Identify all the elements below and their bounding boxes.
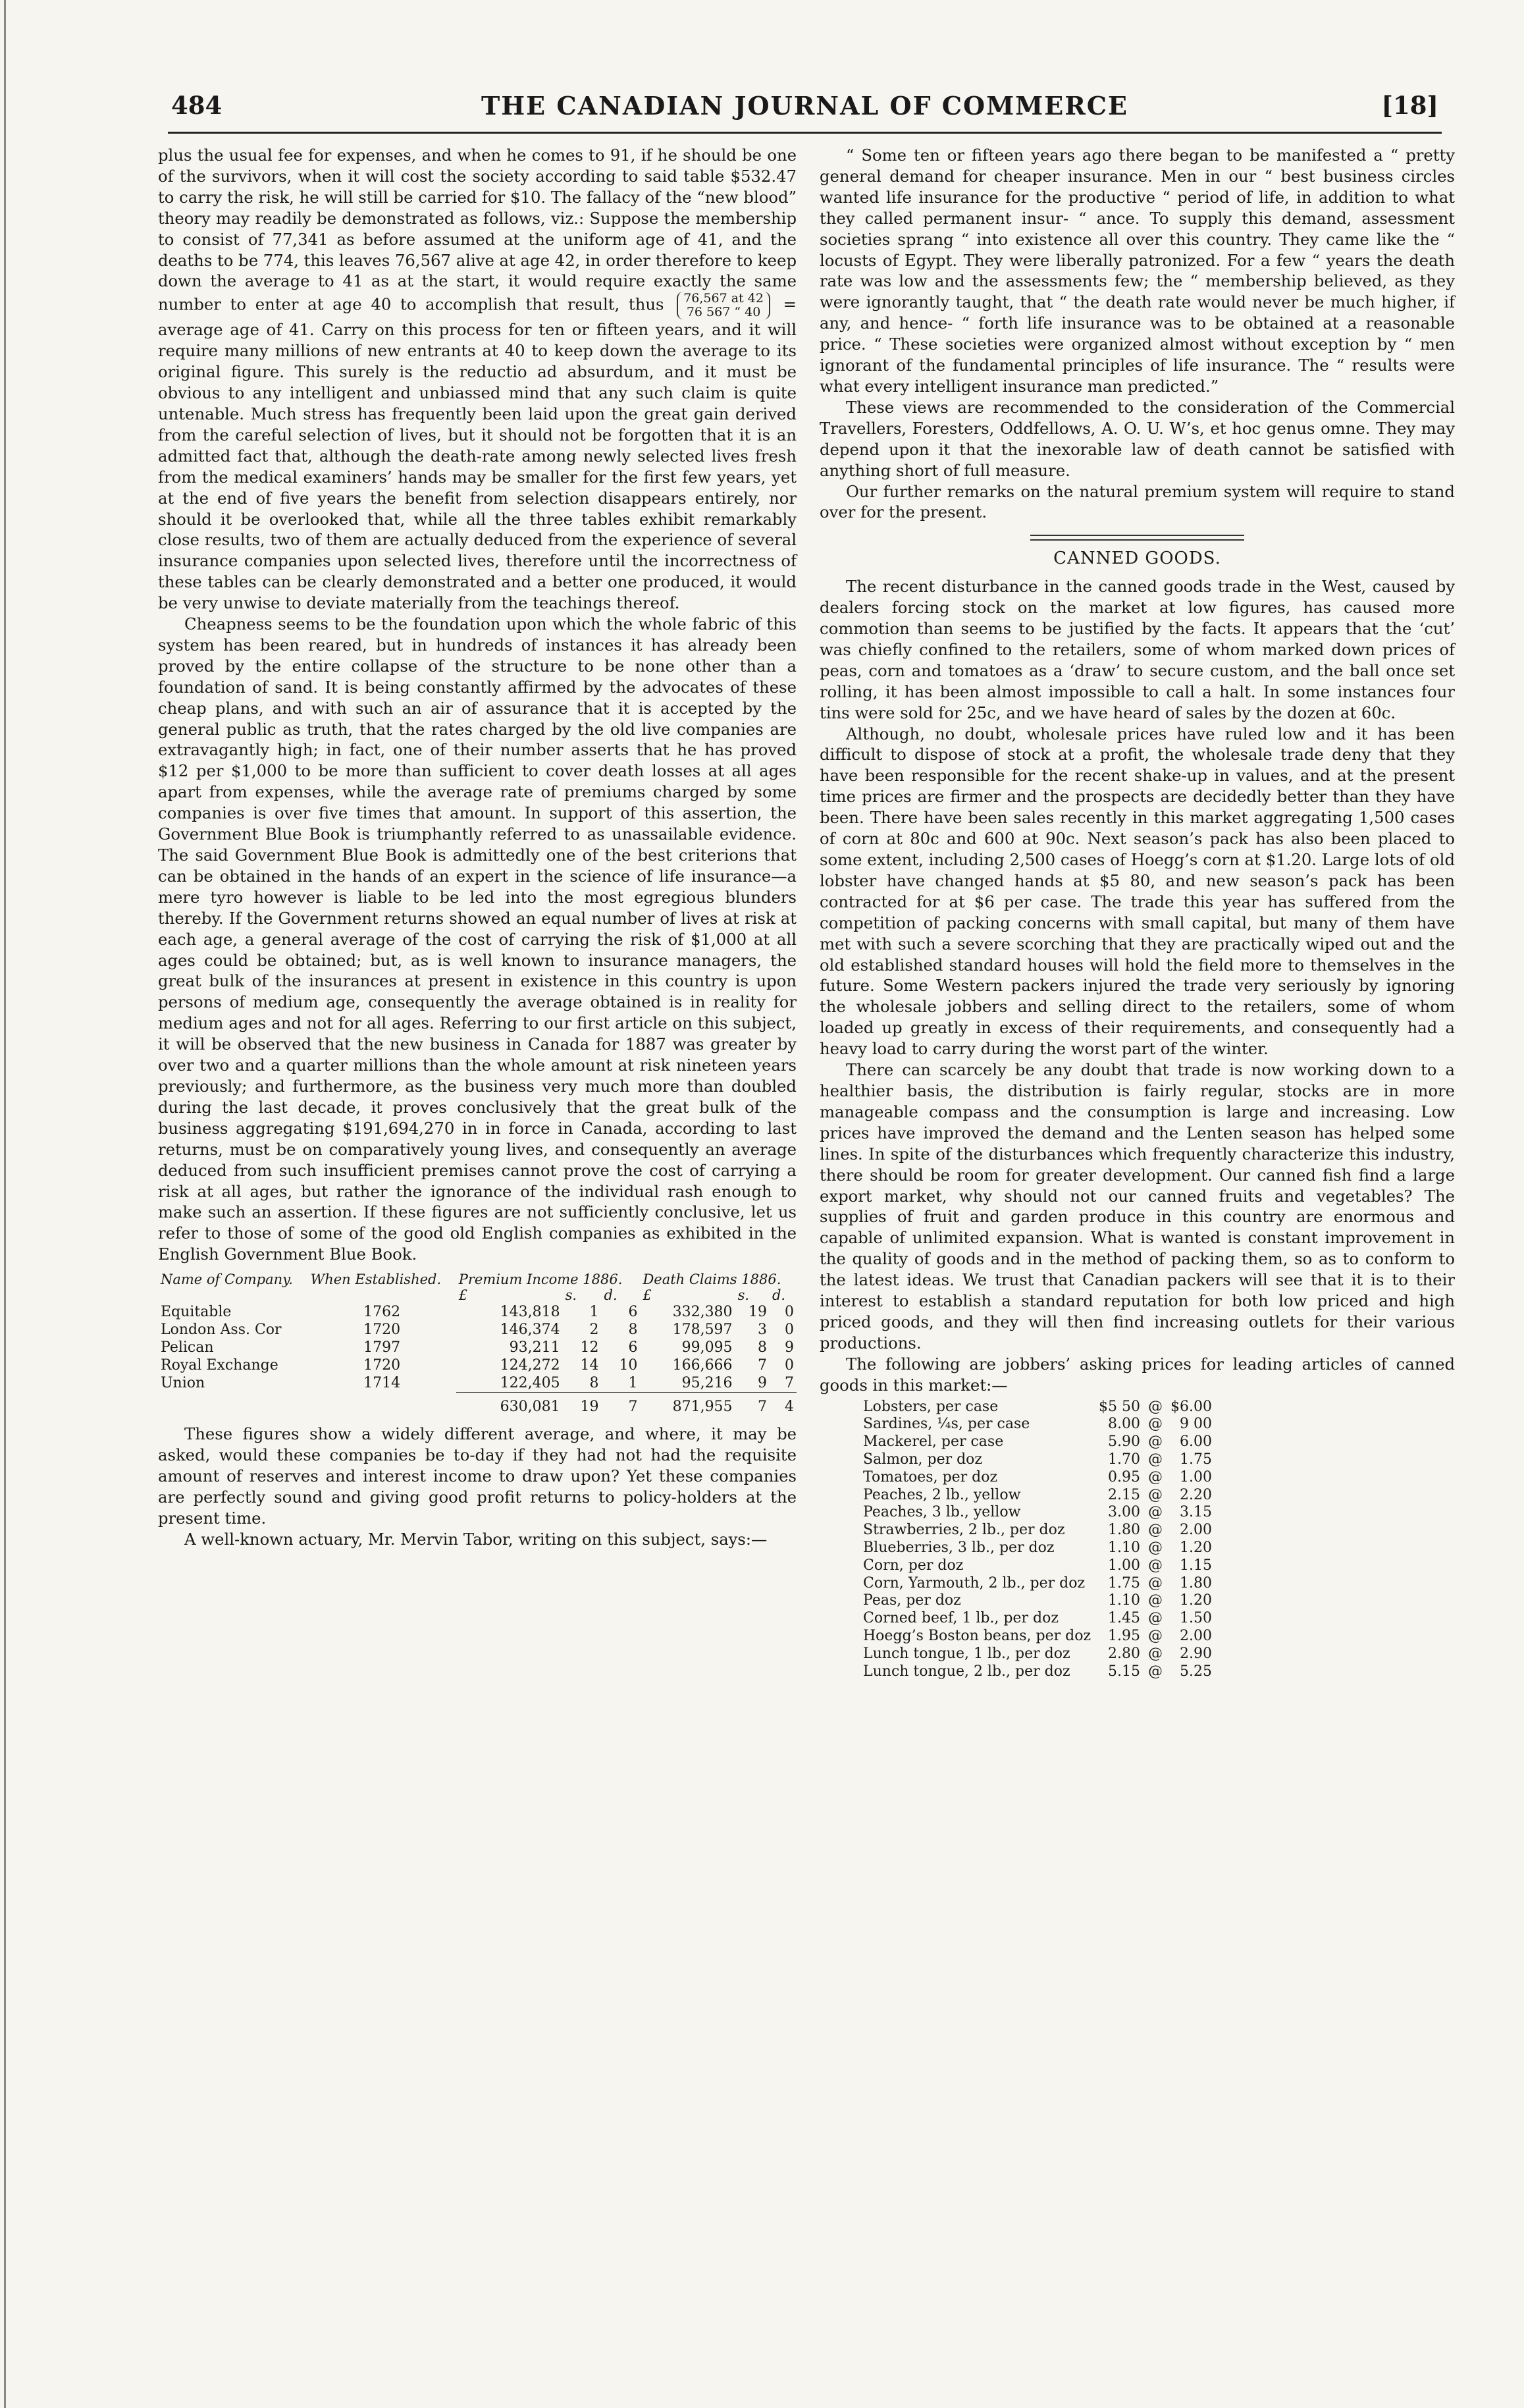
table-row: Union 1714 122,405 8 1 95,216 9 7 (161, 1375, 794, 1392)
totals-row: 630,081 19 7 871,955 7 4 (158, 1393, 797, 1416)
price-at: @ (1148, 1522, 1163, 1539)
price-low: 3.00 (1108, 1504, 1141, 1521)
price-high: $6.00 (1170, 1398, 1213, 1415)
price-low: $5 50 (1099, 1398, 1141, 1415)
price-high: 1.80 (1180, 1574, 1213, 1592)
price-low: 1.45 (1108, 1610, 1141, 1627)
price-at: @ (1148, 1645, 1163, 1662)
price-low: 2.15 (1108, 1486, 1141, 1503)
price-item: Corned beef, 1 lb., per doz (863, 1610, 1059, 1627)
table-row: Royal Exchange 1720 124,272 14 10 166,666 7 0 (161, 1357, 794, 1374)
price-row (859, 1522, 1216, 1539)
price-high: 2.00 (1180, 1522, 1213, 1539)
col-company: Name of Company. (161, 1271, 293, 1288)
price-item: Mackerel, per case (863, 1433, 1004, 1451)
price-high: 2.90 (1180, 1645, 1213, 1662)
actuary-paragraph: A well-known actuary, Mr. Mervin Tabor, writing on this subject, says:— (184, 1529, 768, 1549)
price-row (859, 1487, 1216, 1505)
price-low: 1.95 (1108, 1627, 1141, 1644)
price-item: Hoegg’s Boston beans, per doz (863, 1627, 1091, 1644)
col-claims: Death Claims 1886. (643, 1271, 781, 1288)
price-item: Sardines, ¼s, per case (863, 1416, 1030, 1433)
price-high: 1.20 (1180, 1592, 1213, 1609)
canned-paragraph-4: The following are jobbers’ asking prices for leading articles of canned goods in this market:— (820, 1354, 1455, 1395)
lsd-pound: £ (458, 1287, 468, 1304)
price-high: 1.20 (1180, 1539, 1213, 1556)
table-row: London Ass. Cor 1720 146,374 2 8 178,597 3 0 (161, 1322, 794, 1339)
price-high: 1.50 (1180, 1610, 1213, 1627)
price-high: 5.25 (1180, 1663, 1213, 1680)
tabor-quote: “ Some ten or fifteen years ago there began to be manifested a “ pretty general demand for cheaper insurance. Men in our “ best business circles wanted life insurance for the productive “ period of life, in addition to what they called permanent insur- “ ance. To supply this demand, assessment societies sprang “ into existence all over this country. They came like the “ locusts of Egypt. They were liberally patronized. For a few “ years the death rate was low and the assessments few; the “ membership believed, as they were ignorantly taught, that “ the death rate would never be much higher, if any, and hence- “ forth life insurance was to be obtained at a reasonable price. “ These societies were organized almost without exception by “ men ignorant of the fundamental principles of life insurance. The “ results were what every intelligent insurance man predicted.” (820, 146, 1455, 396)
price-high: 2.00 (1180, 1627, 1213, 1644)
price-row (859, 1645, 1216, 1663)
price-at: @ (1148, 1398, 1163, 1415)
price-item: Tomatoes, per doz (863, 1468, 998, 1485)
price-item: Lunch tongue, 2 lb., per doz (863, 1663, 1070, 1680)
price-at: @ (1148, 1468, 1163, 1485)
price-low: 1.00 (1108, 1557, 1141, 1574)
right-column (820, 145, 1455, 1680)
price-item: Peaches, 2 lb., yellow (863, 1486, 1021, 1503)
price-row (859, 1433, 1216, 1451)
price-row (859, 1504, 1216, 1522)
price-item: Salmon, per doz (863, 1451, 983, 1468)
price-low: 0.95 (1108, 1468, 1141, 1485)
price-at: @ (1148, 1592, 1163, 1609)
price-low: 5.90 (1108, 1433, 1141, 1451)
views-paragraph: These views are recommended to the consideration of the Commercial Travellers, Foresters, Oddfellows, A. O. U. W’s, et hoc genus omne. They may depend upon it that the inexorable law of death cannot be satisfied with anything short of full measure. (820, 397, 1455, 480)
price-row (859, 1451, 1216, 1469)
price-at: @ (1148, 1557, 1163, 1574)
price-at: @ (1148, 1416, 1163, 1433)
price-low: 1.10 (1108, 1592, 1141, 1609)
table-row: Pelican 1797 93,211 12 6 99,095 8 9 (161, 1339, 794, 1356)
insurance-paragraph: plus the usual fee for expenses, and when he comes to 91, if he should be one of the survivors, when it will cost the society according to said table $532.47 to carry the risk, he will still be carried for $10. The fallacy of the “new blood” theory may readily be demonstrated as follows, viz.: Suppose the membership to consist of 77,341 as before assumed at the uniform age of 41, and the deaths to be 774, this leaves 76,567 alive at age 42, in order therefore to keep down the average to 41 as at the start, it would require exactly the same number to enter at age 40 to accomplish that result, thus 76,567 at 42 76 567 “ 40 = average age of 41. Carry on this process for ten or fifteen years, and it will require many millions of new entrants at 40 to keep down the average to its original figure. This surely is the reductio ad absurdum, and it must be obvious to any intelligent and unbiassed mind that any such claim is quite untenable. Much stress has frequently been laid upon the great gain derived from the careful selection of lives, but it should not be forgotten that it is an admitted fact that, although the death-rate among newly selected lives fresh from the medical examiners’ hands may be smaller for the first few years, yet at the end of five years the benefit from selection disappears entirely, nor should it be overlooked that, while all the three tables exhibit remarkably close results, two of them are actually deduced from the experience of several insurance companies upon selected lives, therefore until the incorrectness of these tables can be clearly demonstrated and a better one produced, it would be very unwise to deviate materially from the teachings thereof. (158, 146, 797, 613)
lsd-shilling: s. (565, 1287, 577, 1304)
price-item: Corn, per doz (863, 1557, 964, 1574)
price-item: Peas, per doz (863, 1592, 961, 1609)
price-list (859, 1399, 1216, 1681)
price-high: 9 00 (1180, 1416, 1213, 1433)
section-divider (1030, 535, 1244, 541)
price-high: 6.00 (1180, 1433, 1213, 1451)
price-item: Blueberries, 3 lb., per doz (863, 1539, 1055, 1556)
figures-paragraph: These figures show a widely different average, and where, it may be asked, would these companies be to-day if they had not had the requisite amount of reserves and interest income to draw upon? Yet these companies are perfectly sound and giving good profit returns to policy-holders at the present time. (158, 1424, 797, 1528)
binding-edge (4, 0, 6, 2408)
price-at: @ (1148, 1610, 1163, 1627)
price-high: 2.20 (1180, 1486, 1213, 1503)
price-low: 8.00 (1108, 1416, 1141, 1433)
price-at: @ (1148, 1539, 1163, 1556)
price-high: 3.15 (1180, 1504, 1213, 1521)
price-row (859, 1469, 1216, 1487)
price-at: @ (1148, 1663, 1163, 1680)
price-item: Lobsters, per case (863, 1398, 999, 1415)
price-at: @ (1148, 1504, 1163, 1521)
price-row (859, 1539, 1216, 1557)
price-low: 1.10 (1108, 1539, 1141, 1556)
price-at: @ (1148, 1574, 1163, 1592)
average-age-fraction: 76,567 at 42 76 567 “ 40 (677, 292, 770, 319)
price-item: Strawberries, 2 lb., per doz (863, 1522, 1065, 1539)
cheapness-paragraph: Cheapness seems to be the foundation upon which the whole fabric of this system has been reared, but in hundreds of instances it has already been proved by the entire collapse of the structure to be none other than a foundation of sand. It is being constantly affirmed by the advocates of these cheap plans, and with such an air of assurance that it is accepted by the general public as truth, that the rates charged by the old live companies are extravagantly high; in fact, one of their number asserts that he has proved $12 per $1,000 to be more than sufficient to cover death losses at all ages apart from expenses, while the average rate of premiums charged by some companies is over five times that amount. In support of this assertion, the Government Blue Book is triumphantly referred to as unassailable evidence. The said Government Blue Book is admittedly one of the best criterions that can be obtained in the hands of an expert in the science of life insurance—a mere tyro however is liable to be led into the most egregious blunders thereby. If the Government returns showed an equal number of lives at risk at each age, a general average of the cost of carrying the risk of $1,000 at all ages could be obtained; but, as is well known to insurance managers, the great bulk of the insurances at present in existence in this country is upon persons of medium age, consequently the average obtained is in reality for medium ages and not for all ages. Referring to our first article on this subject, it will be observed that the new business in Canada for 1887 was greater by over two and a quarter millions than the whole amount at risk nineteen years previously; and furthermore, as the business very much more than doubled during the last decade, it proves conclusively that the great bulk of the business aggregating $191,694,270 in in force in Canada, according to last returns, must be on comparatively young lives, and consequently an average deduced from such insufficient premises cannot prove the cost of carrying a risk at all ages, but rather the ignorance of the individual rash enough to make such an assertion. If these figures are not sufficiently conclusive, let us refer to those of some of the good old English companies as exhibited in the English Government Blue Book. (158, 614, 797, 1264)
price-row (859, 1610, 1216, 1628)
canned-paragraph-1: The recent disturbance in the canned goods trade in the West, caused by dealers forcing stock on the market at low figures, has caused more commotion than seems to be justified by the facts. It appears that the ‘cut’ was chiefly confined to the retailers, some of whom marked down prices of peas, corn and tomatoes as a ‘draw’ to secure custom, and the ball once set rolling, it has been almost impossible to call a halt. In some instances four tins were sold for 25c, and we have heard of sales by the dozen at 60c. (820, 577, 1455, 722)
companies-table (158, 1271, 797, 1416)
lsd-pound: £ (643, 1287, 652, 1304)
canned-goods-heading: CANNED GOODS. (1053, 548, 1221, 569)
price-row (859, 1628, 1216, 1645)
header-rule (168, 132, 1442, 134)
price-row (859, 1399, 1216, 1416)
canned-paragraph-2: Although, no doubt, wholesale prices have ruled low and it has been difficult to dispose of stock at a profit, the wholesale trade deny that they have been responsible for the recent shake-up in values, and at the present time prices are firmer and the prospects are decidedly better than they have been. There have been sales recently in this market aggregating 1,500 cases of corn at 80c and 600 at 90c. Next season’s pack has also been placed to some extent, including 2,500 cases of Hoegg’s corn at $1.20. Large lots of old lobster have changed hands at $5 80, and new season’s pack has been contracted for at $6 per case. The trade this year has suffered from the competition of packing concerns with small capital, but many of them have met with such a severe scorching that they are practically wiped out and the old established standard houses will hold the field more to themselves in the future. Some Western packers injured the trade very seriously by ignoring the wholesale jobbers and selling direct to the retailers, some of whom loaded up greatly in excess of their requirements, and consequently had a heavy load to carry during the worst part of the winter. (820, 724, 1455, 1059)
price-row (859, 1663, 1216, 1681)
price-at: @ (1148, 1486, 1163, 1503)
price-low: 5.15 (1108, 1663, 1141, 1680)
journal-title: THE CANADIAN JOURNAL OF COMMERCE (481, 91, 1128, 120)
lsd-pence: d. (604, 1287, 617, 1304)
price-row (859, 1557, 1216, 1575)
price-high: 1.75 (1180, 1451, 1213, 1468)
lsd-pence: d. (772, 1287, 786, 1304)
col-established: When Established. (310, 1271, 442, 1288)
price-at: @ (1148, 1627, 1163, 1644)
table-row: Equitable 1762 143,818 1 6 332,380 19 0 (161, 1304, 794, 1321)
price-low: 1.75 (1108, 1574, 1141, 1592)
issue-number: [18] (1381, 91, 1438, 120)
price-row (859, 1416, 1216, 1433)
price-high: 1.00 (1180, 1468, 1213, 1485)
price-at: @ (1148, 1433, 1163, 1451)
price-low: 2.80 (1108, 1645, 1141, 1662)
page-header (171, 91, 1438, 137)
price-row (859, 1592, 1216, 1610)
price-low: 1.80 (1108, 1522, 1141, 1539)
left-column (158, 145, 797, 1550)
page-number: 484 (171, 91, 223, 120)
col-premium: Premium Income 1886. (458, 1271, 623, 1288)
canned-paragraph-3: There can scarcely be any doubt that trade is now working down to a healthier basis, the distribution is fairly regular, stocks are in more manageable compass and the consumption is large and increasing. Low prices have improved the demand and the Lenten season has helped some lines. In spite of the disturbances which frequently characterize this industry, there should be room for greater development. Our canned fish find a large export market, why should not our canned fruits and vegetables? The supplies of fruit and garden produce in this country are enormous and capable of unlimited expansion. What is wanted is constant improvement in the quality of goods and in the method of packing them, so as to conform to the latest ideas. We trust that Canadian packers will see that it is to their interest to establish a standard reputation for both low priced and high priced goods, and they will then find increasing outlets for their various productions. (820, 1060, 1455, 1352)
further-remarks-paragraph: Our further remarks on the natural premium system will require to stand over for the present. (820, 481, 1455, 522)
price-low: 1.70 (1108, 1451, 1141, 1468)
price-at: @ (1148, 1451, 1163, 1468)
lsd-shilling: s. (737, 1287, 750, 1304)
price-row (859, 1575, 1216, 1593)
price-item: Corn, Yarmouth, 2 lb., per doz (863, 1574, 1086, 1592)
price-item: Peaches, 3 lb., yellow (863, 1504, 1021, 1521)
price-item: Lunch tongue, 1 lb., per doz (863, 1645, 1070, 1662)
price-high: 1.15 (1180, 1557, 1213, 1574)
